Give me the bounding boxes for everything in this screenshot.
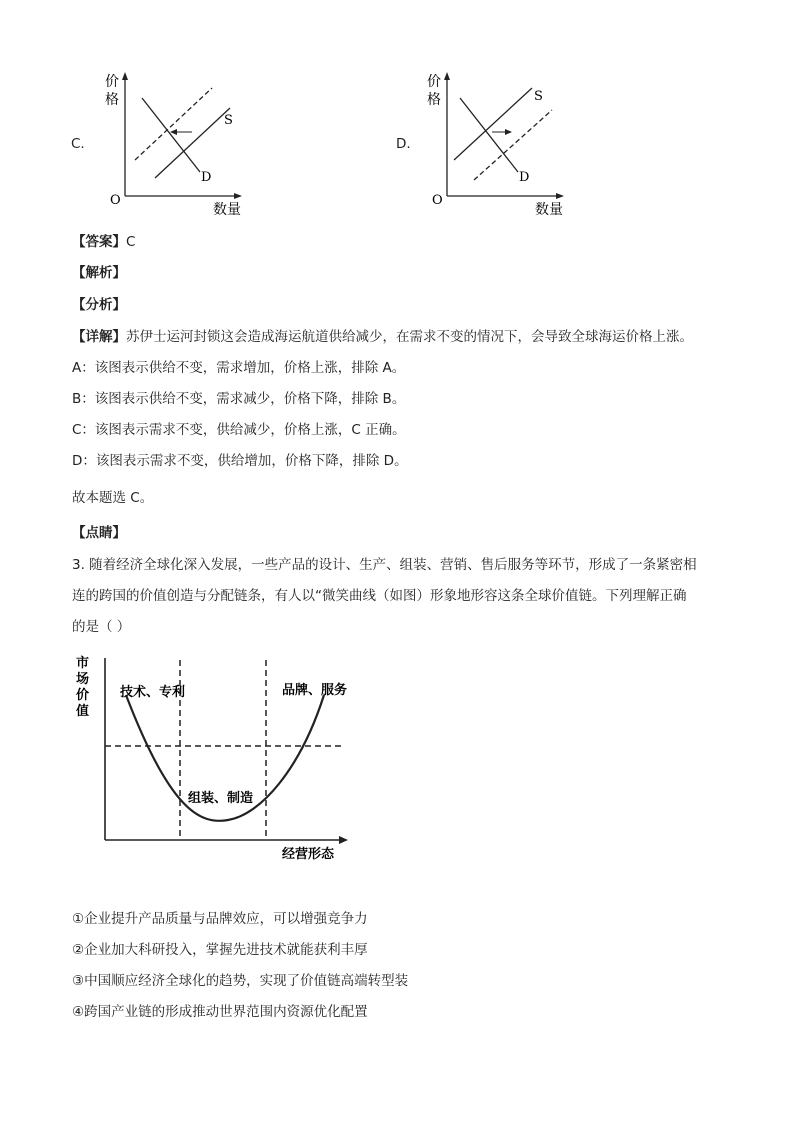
analysis-label: 【解析】 — [72, 265, 126, 281]
option-c-letter: C. — [71, 136, 85, 152]
fenxi-label: 【分析】 — [72, 297, 126, 313]
answer-line — [72, 233, 135, 251]
x-axis-arrow — [339, 836, 348, 844]
left-label: 技术、专利 — [120, 685, 186, 700]
price-label-bottom: 格 — [427, 92, 441, 108]
statement-2: ②企业加大科研投入，掌握先进技术就能获利丰厚 — [72, 942, 368, 958]
origin-label: O — [432, 193, 443, 208]
price-label-top: 价 — [427, 74, 441, 90]
supply-line — [454, 88, 532, 160]
x-axis-arrow — [234, 193, 242, 199]
y-label-3: 价 — [76, 688, 90, 703]
supply-dashed-line — [474, 110, 552, 180]
demand-label: D — [519, 170, 530, 185]
origin-label: O — [110, 193, 121, 208]
question3-line-2: 连的跨国的价值创造与分配链条，有人以“微笑曲线（如图）形象地形容这条全球价值链。下列理解正确 — [72, 588, 687, 604]
statement-4: ④跨国产业链的形成推动世界范围内资源优化配置 — [72, 1004, 368, 1020]
option-d-letter: D. — [396, 136, 411, 152]
answer-value: C — [126, 234, 136, 250]
demand-line — [142, 98, 200, 172]
price-label-bottom: 格 — [105, 92, 119, 108]
supply-line — [155, 108, 230, 178]
explanation-b: B：该图表示供给不变，需求减少，价格下降，排除 B。 — [72, 391, 406, 407]
explanation-c: C：该图表示需求不变，供给减少，价格上涨，C 正确。 — [72, 422, 406, 438]
demand-label: D — [201, 170, 212, 185]
right-label: 品牌、服务 — [282, 683, 348, 698]
quantity-label: 数量 — [535, 202, 563, 218]
option-d-graph — [422, 68, 582, 218]
conclusion: 故本题选 C。 — [72, 490, 154, 506]
quantity-label: 数量 — [213, 202, 241, 218]
supply-dashed-line — [135, 88, 212, 160]
shift-arrowhead — [505, 129, 512, 135]
x-axis-arrow — [556, 193, 564, 199]
detail-line — [72, 328, 693, 346]
y-label-4: 值 — [76, 704, 90, 719]
x-label: 经营形态 — [282, 847, 335, 862]
dianjing-label: 【点睛】 — [72, 525, 126, 541]
explanation-d: D：该图表示需求不变，供给增加，价格下降，排除 D。 — [72, 453, 408, 469]
price-label-top: 价 — [105, 74, 119, 90]
supply-label: S — [224, 113, 233, 128]
detail-label: 【详解】 — [72, 329, 126, 345]
option-c-graph — [100, 68, 260, 218]
supply-label: S — [534, 89, 543, 104]
explanation-a: A：该图表示供给不变，需求增加，价格上涨，排除 A。 — [72, 360, 406, 376]
question3-line-3: 的是（ ） — [72, 619, 131, 635]
y-axis-arrow — [444, 72, 450, 80]
bottom-label: 组装、制造 — [188, 791, 254, 806]
question3-line-1: 3. 随着经济全球化深入发展，一些产品的设计、生产、组装、营销、售后服务等环节，形成了一条紧密相 — [72, 557, 697, 573]
smile-curve-figure — [70, 650, 360, 865]
answer-label: 【答案】 — [72, 234, 126, 250]
y-axis-arrow — [122, 72, 128, 80]
statement-3: ③中国顺应经济全球化的趋势，实现了价值链高端转型装 — [72, 973, 409, 989]
y-label-1: 市 — [76, 656, 90, 671]
statement-1: ①企业提升产品质量与品牌效应，可以增强竞争力 — [72, 911, 368, 927]
detail-text: 苏伊士运河封锁这会造成海运航道供给减少，在需求不变的情况下，会导致全球海运价格上涨。 — [126, 329, 693, 345]
y-label-2: 场 — [76, 672, 90, 687]
